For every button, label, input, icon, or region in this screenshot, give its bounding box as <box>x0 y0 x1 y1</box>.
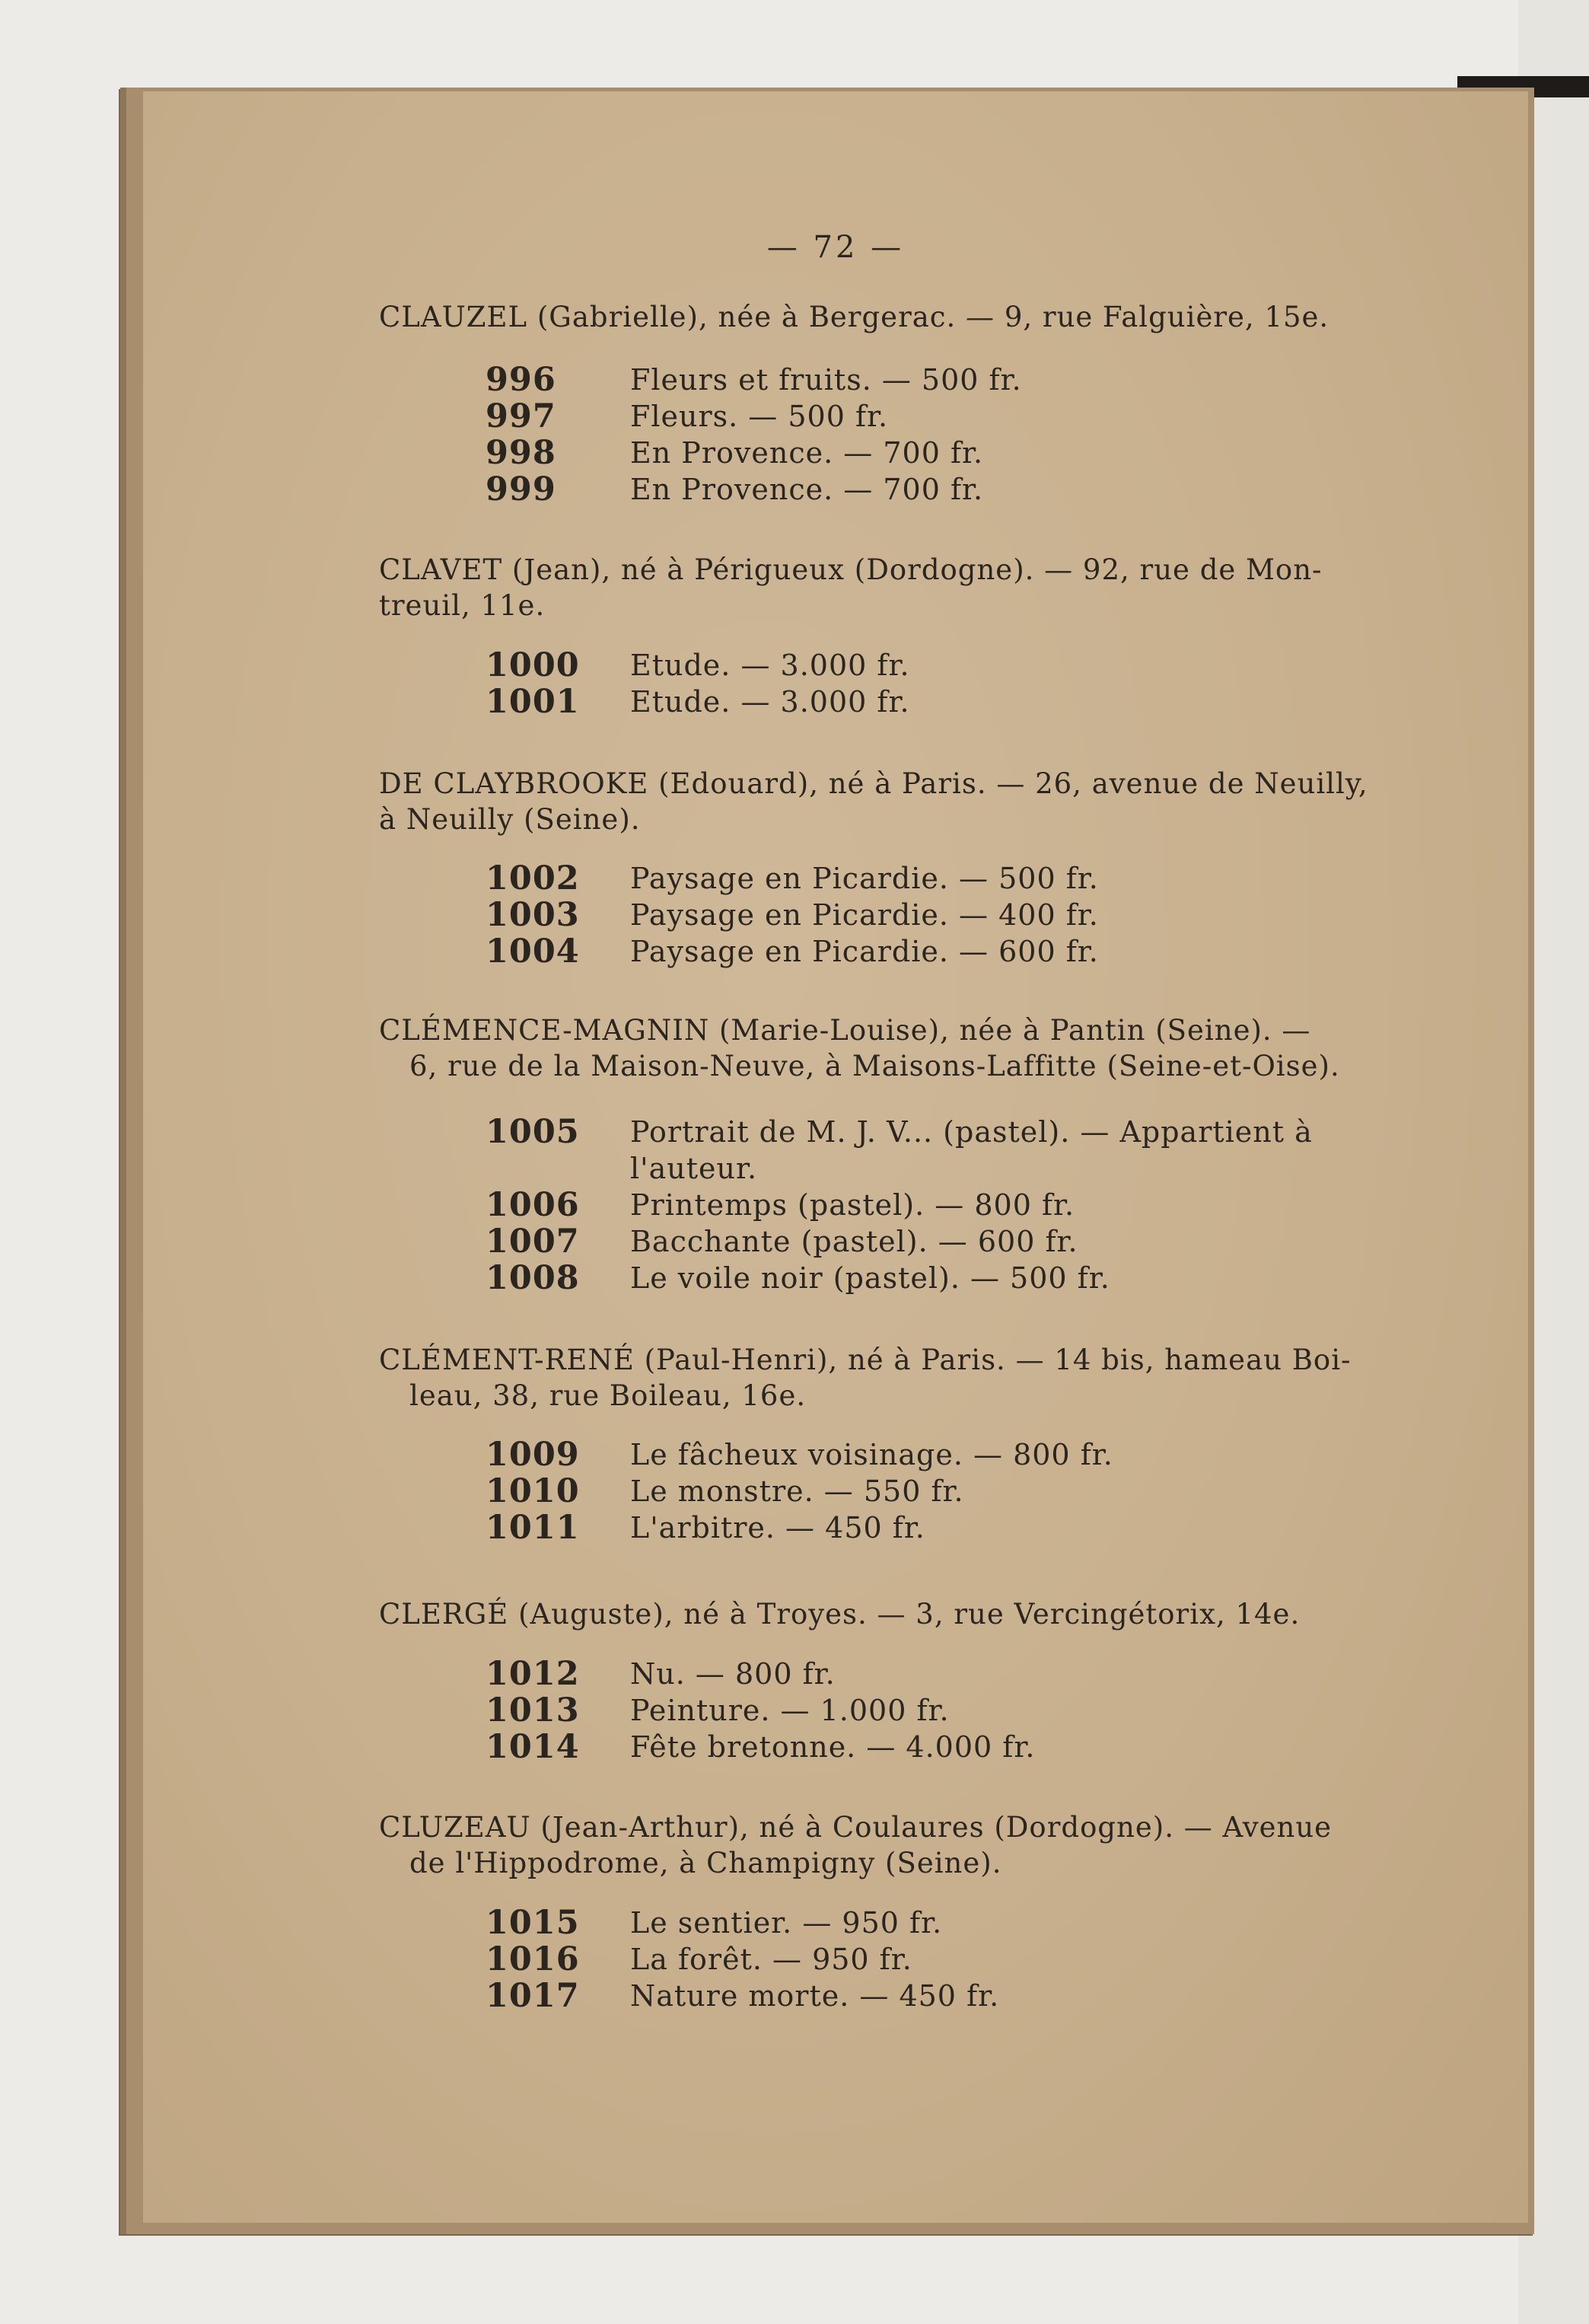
artist-header-line: DE CLAYBROOKE (Edouard), né à Paris. — 26, avenue de Neuilly, <box>379 767 1368 800</box>
entry-title: Le voile noir (pastel). — 500 fr. <box>630 1261 1110 1295</box>
artist-header <box>379 1012 1467 1084</box>
catalog-entry <box>486 1509 1482 1546</box>
artist-header-line: CLÉMENT-RENÉ (Paul-Henri), né à Paris. — 14 bis, hameau Boi- <box>379 1344 1352 1376</box>
artist-header-line: CLAUZEL (Gabrielle), née à Bergerac. — 9, rue Falguière, 15e. <box>379 301 1329 333</box>
catalog-entry <box>486 471 1482 508</box>
catalog-entry <box>486 933 1482 970</box>
artist-header-line: leau, 38, rue Boileau, 16e. <box>409 1379 807 1412</box>
page-number: — 72 — <box>766 230 905 265</box>
catalog-entry <box>486 1260 1482 1296</box>
artist-header <box>379 299 1467 335</box>
entry-number: 1007 <box>486 1223 580 1261</box>
catalog-entry <box>486 362 1482 398</box>
entry-title-block <box>630 1114 1482 1187</box>
entry-title: Le sentier. — 950 fr. <box>630 1906 943 1940</box>
entry-number: 1011 <box>486 1509 580 1547</box>
artist-header <box>379 1342 1467 1414</box>
entry-title: Printemps (pastel). — 800 fr. <box>630 1188 1075 1222</box>
artist-header <box>379 766 1467 837</box>
catalog-entry <box>486 684 1482 720</box>
artist-header-line: CLAVET (Jean), né à Périgueux (Dordogne). — 92, rue de Mon- <box>379 553 1323 586</box>
entry-title: Le fâcheux voisinage. — 800 fr. <box>630 1438 1113 1471</box>
catalog-entry <box>486 1692 1482 1729</box>
entry-number: 1014 <box>486 1728 580 1766</box>
entry-number: 1002 <box>486 859 580 897</box>
entry-number: 1015 <box>486 1904 580 1942</box>
entry-number: 1013 <box>486 1691 580 1729</box>
artist-header <box>379 552 1467 623</box>
catalog-entry <box>486 398 1482 435</box>
entry-number: 1004 <box>486 932 580 971</box>
entry-title: Fleurs. — 500 fr. <box>630 400 889 433</box>
entry-title: La forêt. — 950 fr. <box>630 1943 912 1976</box>
catalog-entry <box>486 1187 1482 1223</box>
catalog-entry <box>486 647 1482 684</box>
entry-number: 1012 <box>486 1655 580 1693</box>
catalog-entry <box>486 1978 1482 2014</box>
catalog-entry <box>486 1905 1482 1941</box>
catalog-entry <box>486 435 1482 471</box>
entry-title: Etude. — 3.000 fr. <box>630 649 910 682</box>
entry-number: 999 <box>486 470 556 508</box>
entry-title: Etude. — 3.000 fr. <box>630 685 910 719</box>
entry-title: Portrait de M. J. V... (pastel). — Appartient à <box>630 1115 1313 1149</box>
artist-header-line: à Neuilly (Seine). <box>379 803 641 836</box>
catalog-entry <box>486 897 1482 933</box>
catalog-page <box>143 91 1528 2223</box>
entry-number: 996 <box>486 361 556 399</box>
entry-title: En Provence. — 700 fr. <box>630 436 984 470</box>
entry-title: Paysage en Picardie. — 600 fr. <box>630 935 1099 968</box>
entry-number: 1016 <box>486 1940 580 1978</box>
entry-number: 1000 <box>486 646 580 684</box>
entry-number: 1008 <box>486 1259 580 1297</box>
entry-title: L'arbitre. — 450 fr. <box>630 1511 925 1545</box>
catalog-entry <box>486 1656 1482 1692</box>
artist-header-line: de l'Hippodrome, à Champigny (Seine). <box>409 1847 1002 1879</box>
entry-number: 1009 <box>486 1436 580 1474</box>
entry-number: 997 <box>486 397 556 435</box>
entry-title: Bacchante (pastel). — 600 fr. <box>630 1225 1078 1258</box>
entry-number: 1001 <box>486 683 580 721</box>
entry-number: 1005 <box>486 1113 580 1151</box>
entry-title: Peinture. — 1.000 fr. <box>630 1694 950 1727</box>
entry-number: 1003 <box>486 896 580 934</box>
entry-title: Paysage en Picardie. — 400 fr. <box>630 898 1099 932</box>
artist-header <box>379 1596 1467 1632</box>
catalog-entry <box>486 1114 1482 1187</box>
entry-number: 1017 <box>486 1977 580 2015</box>
catalog-entry <box>486 1941 1482 1978</box>
entry-title-continuation: l'auteur. <box>630 1152 758 1185</box>
artist-header-line: CLERGÉ (Auguste), né à Troyes. — 3, rue Vercingétorix, 14e. <box>379 1598 1301 1631</box>
catalog-entry <box>486 1729 1482 1765</box>
catalog-entry <box>486 1473 1482 1509</box>
catalog-entry <box>486 860 1482 897</box>
entry-number: 1006 <box>486 1186 580 1224</box>
catalog-entry <box>486 1223 1482 1260</box>
entry-title: Le monstre. — 550 fr. <box>630 1474 964 1508</box>
entry-title: Fête bretonne. — 4.000 fr. <box>630 1730 1036 1764</box>
artist-header-line: CLUZEAU (Jean-Arthur), né à Coulaures (Dordogne). — Avenue <box>379 1811 1333 1844</box>
catalog-entry <box>486 1436 1482 1473</box>
artist-header-line: 6, rue de la Maison-Neuve, à Maisons-Laffitte (Seine-et-Oise). <box>409 1050 1340 1082</box>
entry-title: Nature morte. — 450 fr. <box>630 1979 1000 2013</box>
entry-number: 998 <box>486 434 556 472</box>
entry-title: En Provence. — 700 fr. <box>630 473 984 506</box>
artist-header-line: treuil, 11e. <box>379 589 546 622</box>
entry-title: Fleurs et fruits. — 500 fr. <box>630 363 1022 397</box>
artist-header-line: CLÉMENCE-MAGNIN (Marie-Louise), née à Pantin (Seine). — <box>379 1014 1311 1047</box>
artist-header <box>379 1809 1467 1881</box>
entry-title: Paysage en Picardie. — 500 fr. <box>630 862 1099 895</box>
entry-title: Nu. — 800 fr. <box>630 1657 836 1691</box>
entry-number: 1010 <box>486 1472 580 1510</box>
